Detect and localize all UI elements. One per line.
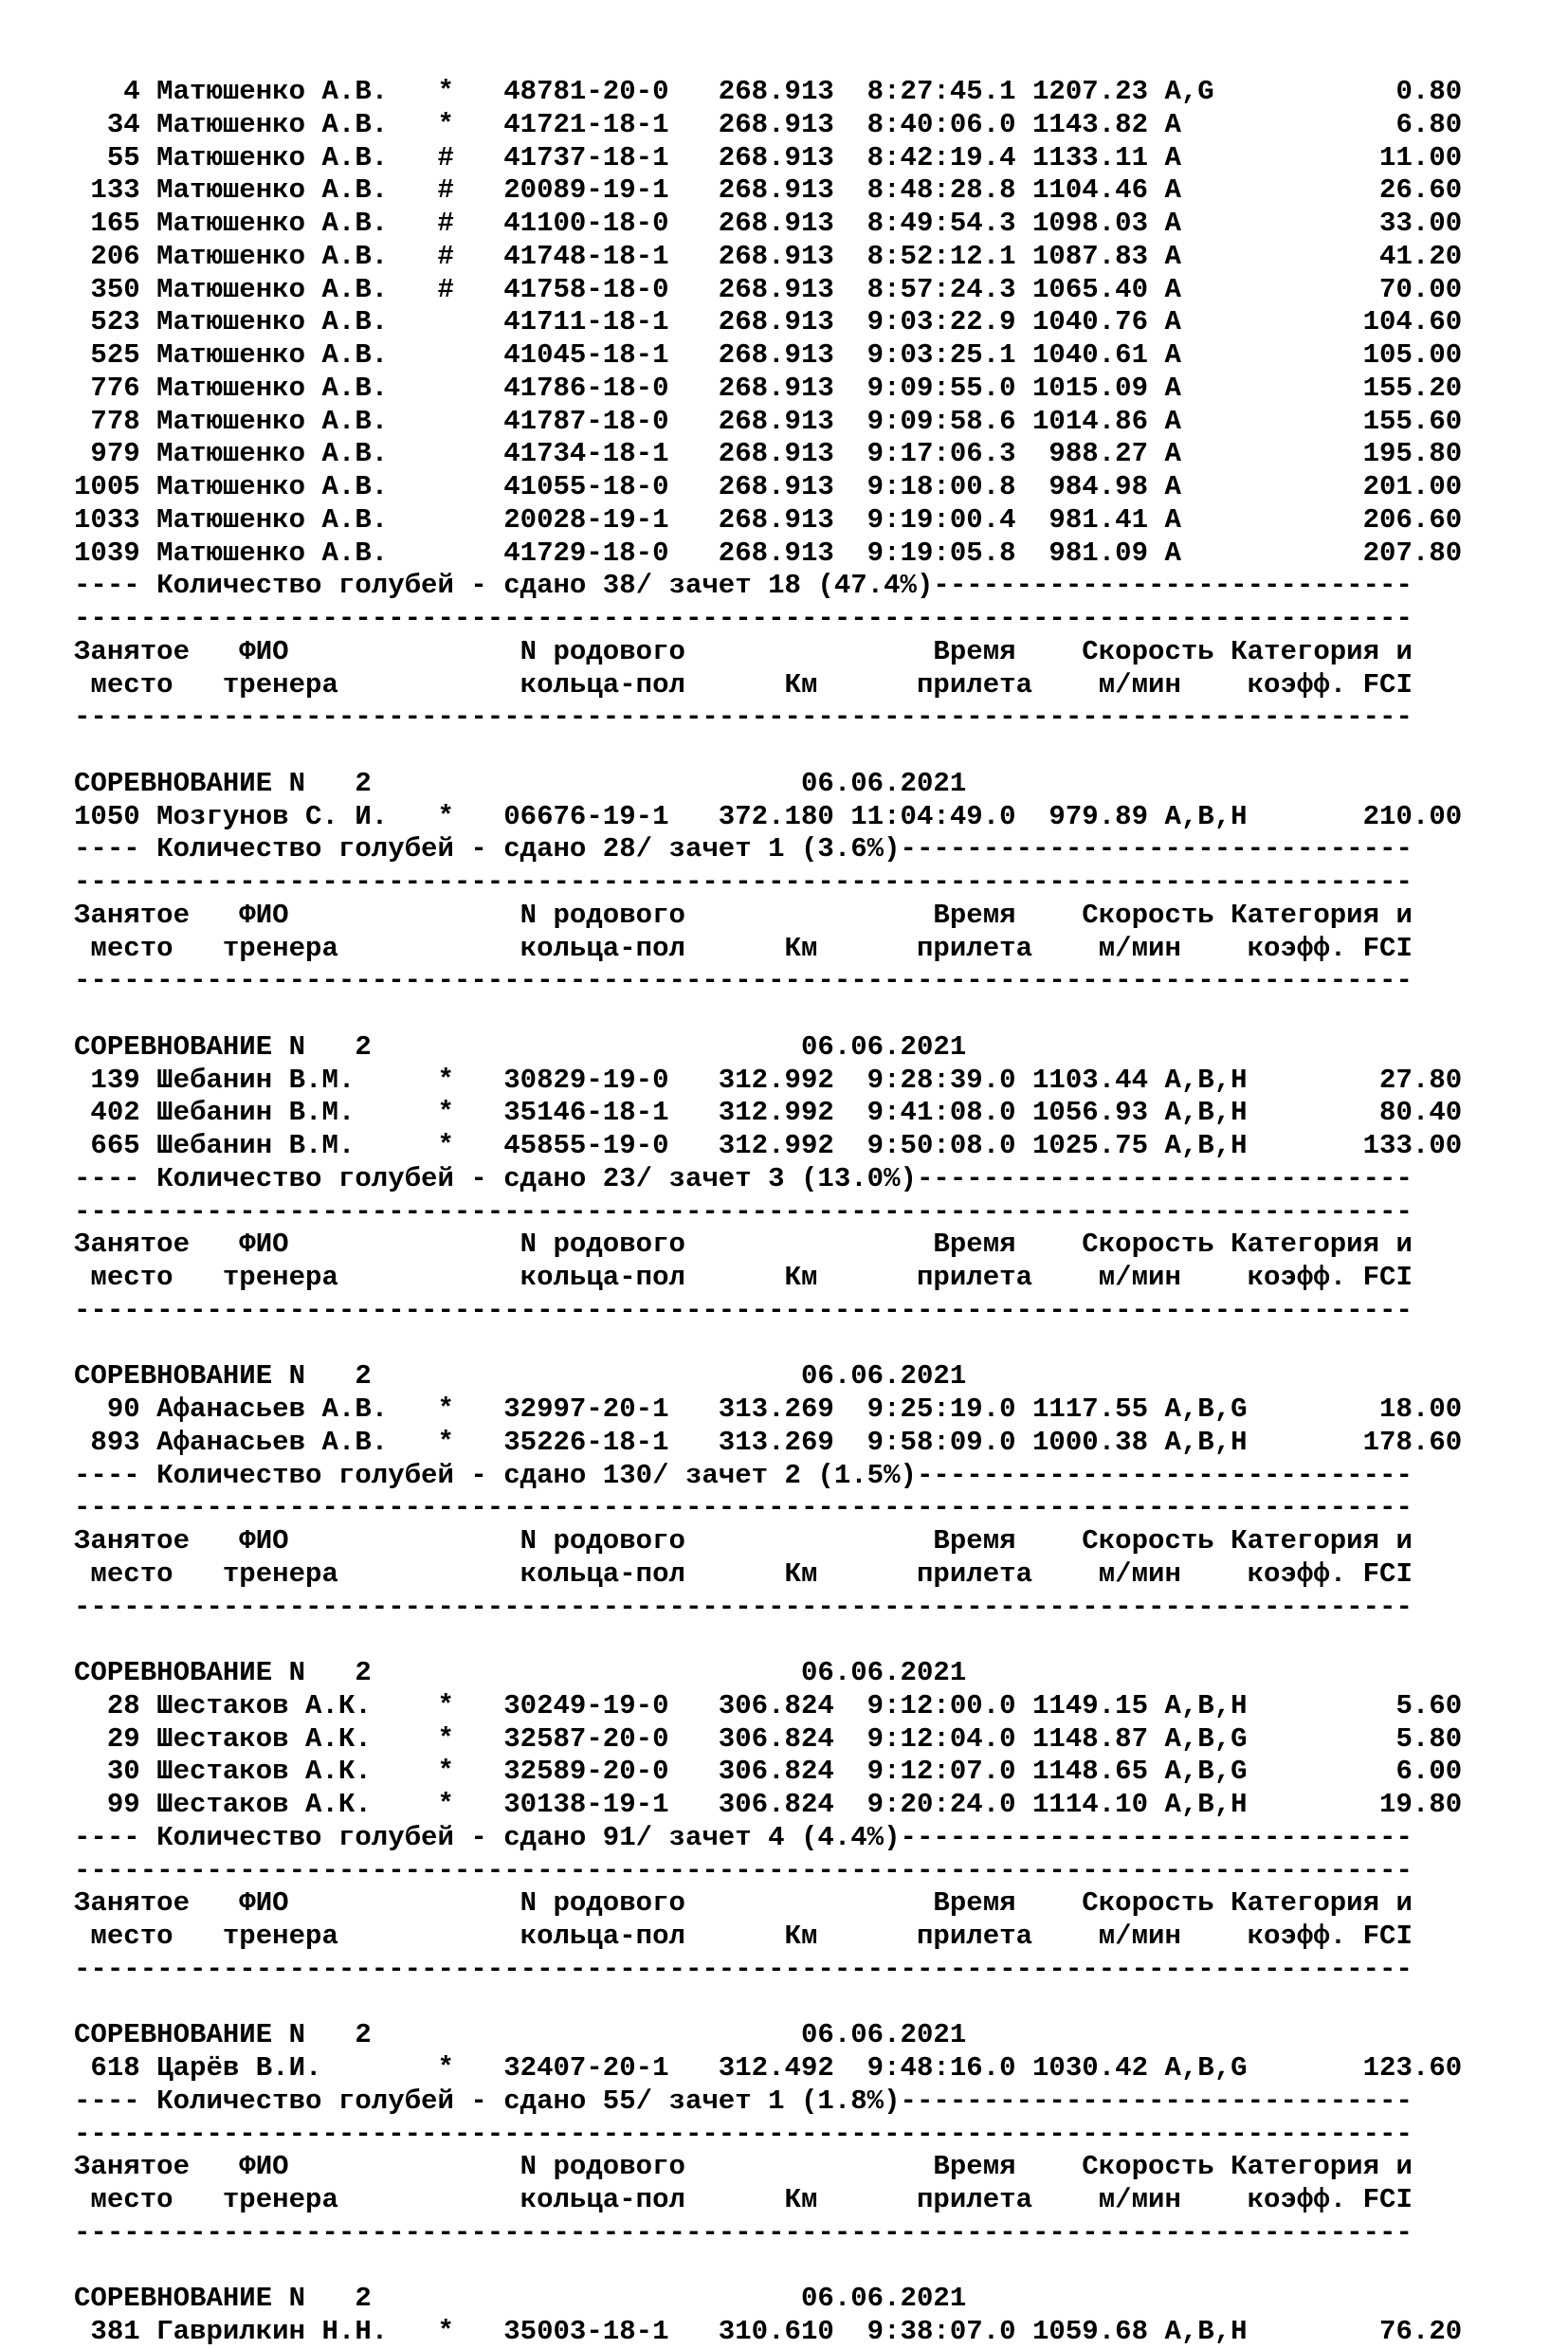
separator-line: --------------------------------------------------------------------------------- <box>74 1195 1413 1228</box>
competition-line: СОРЕВНОВАНИЕ N 2 06.06.2021 <box>74 1360 967 1393</box>
competition-line: СОРЕВНОВАНИЕ N 2 06.06.2021 <box>74 1657 967 1688</box>
result-row: 1033 Матюшенко А.В. 20028-19-1 268.913 9:19:00.4 981.41 A 206.60 <box>74 503 1463 536</box>
result-row: 1005 Матюшенко А.В. 41055-18-0 268.913 9:18:00.8 984.98 A 201.00 <box>74 471 1463 502</box>
result-row: 90 Афанасьев А.В. * 32997-20-1 313.269 9:25:19.0 1117.55 A,B,G 18.00 <box>74 1393 1463 1425</box>
summary-line: ---- Количество голубей - сдано 28/ зачет 1 (3.6%)------------------------------- <box>74 833 1413 865</box>
blank-line <box>74 998 1462 1031</box>
separator-line: --------------------------------------------------------------------------------- <box>74 1953 1413 1985</box>
blank-line <box>74 1987 1462 2020</box>
result-row: 402 Шебанин В.М. * 35146-18-1 312.992 9:41:08.0 1056.93 A,B,H 80.40 <box>74 1097 1463 1129</box>
competition-line: СОРЕВНОВАНИЕ N 2 06.06.2021 <box>74 767 967 799</box>
header-row-1: Занятое ФИО N родового Время Скорость Категория и <box>74 2151 1413 2183</box>
blank-line <box>74 2250 1462 2284</box>
blank-line <box>74 1624 1462 1657</box>
summary-line: ---- Количество голубей - сдано 38/ зачет 18 (47.4%)----------------------------- <box>74 570 1413 602</box>
result-row: 618 Царёв В.И. * 32407-20-1 312.492 9:48:16.0 1030.42 A,B,G 123.60 <box>74 2052 1463 2084</box>
header-row-2: место тренера кольца-пол Км прилета м/мин коэфф. FCI <box>74 668 1413 701</box>
result-row: 1039 Матюшенко А.В. 41729-18-0 268.913 9:19:05.8 981.09 A 207.80 <box>74 537 1463 569</box>
summary-line: ---- Количество голубей - сдано 23/ зачет 3 (13.0%)------------------------------ <box>74 1162 1413 1194</box>
result-row: 55 Матюшенко А.В. # 41737-18-1 268.913 8:42:19.4 1133.11 A 11.00 <box>74 141 1463 173</box>
result-row: 28 Шестаков А.К. * 30249-19-0 306.824 9:12:00.0 1149.15 A,B,H 5.60 <box>74 1689 1463 1721</box>
competition-line: СОРЕВНОВАНИЕ N 2 06.06.2021 <box>74 1030 967 1063</box>
blank-line <box>74 735 1462 768</box>
header-row-1: Занятое ФИО N родового Время Скорость Категория и <box>74 1229 1413 1261</box>
result-row: 523 Матюшенко А.В. 41711-18-1 268.913 9:03:22.9 1040.76 A 104.60 <box>74 306 1463 338</box>
header-row-2: место тренера кольца-пол Км прилета м/мин коэфф. FCI <box>74 2184 1413 2215</box>
separator-line: --------------------------------------------------------------------------------- <box>74 1591 1413 1623</box>
separator-line: --------------------------------------------------------------------------------- <box>74 1294 1413 1326</box>
header-row-1: Занятое ФИО N родового Время Скорость Категория и <box>74 1887 1413 1920</box>
header-row-2: место тренера кольца-пол Км прилета м/мин коэфф. FCI <box>74 1557 1413 1590</box>
result-row: 4 Матюшенко А.В. * 48781-20-0 268.913 8:27:45.1 1207.23 A,G 0.80 <box>74 76 1463 107</box>
separator-line: --------------------------------------------------------------------------------- <box>74 701 1413 734</box>
result-row: 99 Шестаков А.К. * 30138-19-1 306.824 9:20:24.0 1114.10 A,B,H 19.80 <box>74 1789 1463 1820</box>
result-row: 381 Гаврилкин Н.Н. * 35003-18-1 310.610 9:38:07.0 1059.68 A,B,H 76.20 <box>74 2316 1463 2347</box>
result-row: 350 Матюшенко А.В. # 41758-18-0 268.913 8:57:24.3 1065.40 A 70.00 <box>74 273 1463 305</box>
separator-line: --------------------------------------------------------------------------------- <box>74 1854 1413 1886</box>
header-row-2: место тренера кольца-пол Км прилета м/мин коэфф. FCI <box>74 932 1413 964</box>
summary-line: ---- Количество голубей - сдано 130/ зачет 2 (1.5%)------------------------------ <box>74 1459 1413 1491</box>
separator-line: --------------------------------------------------------------------------------- <box>74 1492 1413 1524</box>
separator-line: --------------------------------------------------------------------------------- <box>74 965 1413 997</box>
result-row: 1050 Мозгунов С. И. * 06676-19-1 372.180 11:04:49.0 979.89 A,B,H 210.00 <box>74 800 1463 832</box>
result-row: 165 Матюшенко А.В. # 41100-18-0 268.913 8:49:54.3 1098.03 A 33.00 <box>74 208 1463 239</box>
separator-line: --------------------------------------------------------------------------------- <box>74 866 1413 898</box>
result-row: 776 Матюшенко А.В. 41786-18-0 268.913 9:09:55.0 1015.09 A 155.20 <box>74 372 1463 404</box>
header-row-2: место тренера кольца-пол Км прилета м/мин коэфф. FCI <box>74 1921 1413 1952</box>
result-row: 665 Шебанин В.М. * 45855-19-0 312.992 9:50:08.0 1025.75 A,B,H 133.00 <box>74 1130 1463 1161</box>
header-row-1: Занятое ФИО N родового Время Скорость Категория и <box>74 899 1413 931</box>
result-row: 979 Матюшенко А.В. 41734-18-1 268.913 9:17:06.3 988.27 A 195.80 <box>74 438 1463 470</box>
separator-line: --------------------------------------------------------------------------------- <box>74 603 1413 634</box>
result-row: 525 Матюшенко А.В. 41045-18-1 268.913 9:03:25.1 1040.61 A 105.00 <box>74 339 1463 371</box>
competition-line: СОРЕВНОВАНИЕ N 2 06.06.2021 <box>74 2283 967 2315</box>
header-row-2: место тренера кольца-пол Км прилета м/мин коэфф. FCI <box>74 1262 1413 1293</box>
separator-line: --------------------------------------------------------------------------------- <box>74 2216 1413 2249</box>
competition-line: СОРЕВНОВАНИЕ N 2 06.06.2021 <box>74 2019 967 2051</box>
header-row-1: Занятое ФИО N родового Время Скорость Категория и <box>74 1525 1413 1557</box>
result-row: 893 Афанасьев А.В. * 35226-18-1 313.269 9:58:09.0 1000.38 A,B,H 178.60 <box>74 1426 1463 1458</box>
blank-line <box>74 1328 1462 1361</box>
result-row: 133 Матюшенко А.В. # 20089-19-1 268.913 8:48:28.8 1104.46 A 26.60 <box>74 174 1463 207</box>
summary-line: ---- Количество голубей - сдано 91/ зачет 4 (4.4%)------------------------------- <box>74 1821 1413 1853</box>
result-row: 34 Матюшенко А.В. * 41721-18-1 268.913 8:40:06.0 1143.82 A 6.80 <box>74 108 1463 140</box>
result-row: 778 Матюшенко А.В. 41787-18-0 268.913 9:09:58.6 1014.86 A 155.60 <box>74 405 1463 437</box>
result-row: 29 Шестаков А.К. * 32587-20-0 306.824 9:12:04.0 1148.87 A,B,G 5.80 <box>74 1722 1463 1755</box>
separator-line: --------------------------------------------------------------------------------- <box>74 2118 1413 2150</box>
header-row-1: Занятое ФИО N родового Время Скорость Категория и <box>74 635 1413 667</box>
result-row: 30 Шестаков А.К. * 32589-20-0 306.824 9:12:07.0 1148.65 A,B,G 6.00 <box>74 1756 1463 1788</box>
results-report <box>74 76 1462 2349</box>
result-row: 206 Матюшенко А.В. # 41748-18-1 268.913 8:52:12.1 1087.83 A 41.20 <box>74 240 1463 272</box>
summary-line: ---- Количество голубей - сдано 55/ зачет 1 (1.8%)------------------------------- <box>74 2085 1413 2117</box>
result-row: 139 Шебанин В.М. * 30829-19-0 312.992 9:28:39.0 1103.44 A,B,H 27.80 <box>74 1064 1463 1096</box>
